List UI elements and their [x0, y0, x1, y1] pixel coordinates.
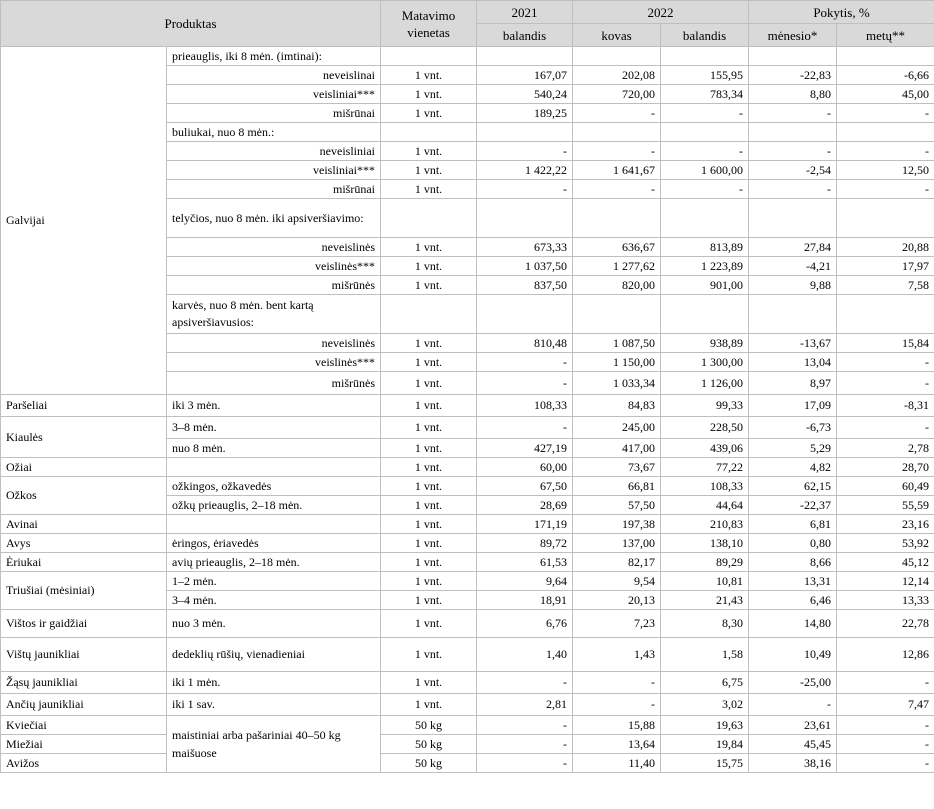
value-cell: [661, 123, 749, 142]
value-cell: 108,33: [477, 395, 573, 417]
value-cell: 245,00: [573, 417, 661, 439]
table-body: [1, 47, 934, 773]
product-name: Miežiai: [1, 735, 167, 754]
subitem-label: veislinės***: [167, 353, 381, 372]
value-cell: -: [573, 180, 661, 199]
value-cell: 8,97: [749, 372, 837, 395]
subitem-label: avių prieauglis, 2–18 mėn.: [167, 553, 381, 572]
value-cell: 1,43: [573, 638, 661, 672]
value-cell: 60,49: [837, 477, 934, 496]
unit-cell: 50 kg: [381, 754, 477, 773]
product-name: Avinai: [1, 515, 167, 534]
unit-cell: 1 vnt.: [381, 104, 477, 123]
value-cell: -: [477, 142, 573, 161]
value-cell: 6,76: [477, 610, 573, 638]
unit-cell: 1 vnt.: [381, 395, 477, 417]
table-row: [1, 610, 934, 638]
value-cell: -6,66: [837, 66, 934, 85]
value-cell: [837, 47, 934, 66]
product-name: Ožkos: [1, 477, 167, 515]
value-cell: -: [837, 716, 934, 735]
unit-cell: 1 vnt.: [381, 180, 477, 199]
value-cell: 189,25: [477, 104, 573, 123]
product-name: Vištų jaunikliai: [1, 638, 167, 672]
header-apr-2021: balandis: [477, 24, 573, 47]
product-name: Avižos: [1, 754, 167, 773]
value-cell: 9,64: [477, 572, 573, 591]
value-cell: 15,84: [837, 334, 934, 353]
value-cell: -25,00: [749, 672, 837, 694]
subgroup-label: telyčios, nuo 8 mėn. iki apsiveršiavimo:: [167, 199, 381, 238]
value-cell: -: [477, 716, 573, 735]
value-cell: 22,78: [837, 610, 934, 638]
value-cell: -: [837, 735, 934, 754]
product-name: Ančių jaunikliai: [1, 694, 167, 716]
value-cell: 15,75: [661, 754, 749, 773]
value-cell: 938,89: [661, 334, 749, 353]
value-cell: -: [477, 417, 573, 439]
value-cell: 17,97: [837, 257, 934, 276]
subitem-label: 3–8 mėn.: [167, 417, 381, 439]
value-cell: [573, 123, 661, 142]
value-cell: [749, 47, 837, 66]
value-cell: 57,50: [573, 496, 661, 515]
value-cell: -: [749, 180, 837, 199]
value-cell: 73,67: [573, 458, 661, 477]
table-row: [1, 754, 934, 773]
unit-cell: 1 vnt.: [381, 672, 477, 694]
value-cell: 837,50: [477, 276, 573, 295]
value-cell: 12,14: [837, 572, 934, 591]
value-cell: [661, 199, 749, 238]
subitem-label: mišrūnai: [167, 180, 381, 199]
unit-cell: [381, 47, 477, 66]
product-name: Avys: [1, 534, 167, 553]
value-cell: 84,83: [573, 395, 661, 417]
value-cell: -: [477, 735, 573, 754]
product-name: Kiaulės: [1, 417, 167, 458]
value-cell: 8,30: [661, 610, 749, 638]
value-cell: 1 422,22: [477, 161, 573, 180]
value-cell: 540,24: [477, 85, 573, 104]
value-cell: 44,64: [661, 496, 749, 515]
value-cell: -: [477, 353, 573, 372]
unit-cell: 1 vnt.: [381, 610, 477, 638]
value-cell: 6,46: [749, 591, 837, 610]
value-cell: 9,54: [573, 572, 661, 591]
header-month-change: mėnesio*: [749, 24, 837, 47]
value-cell: [837, 199, 934, 238]
unit-cell: 1 vnt.: [381, 553, 477, 572]
value-cell: 20,88: [837, 238, 934, 257]
table-row: [1, 458, 934, 477]
value-cell: 77,22: [661, 458, 749, 477]
unit-cell: 1 vnt.: [381, 66, 477, 85]
unit-cell: [381, 295, 477, 334]
value-cell: -4,21: [749, 257, 837, 276]
value-cell: 813,89: [661, 238, 749, 257]
value-cell: 8,80: [749, 85, 837, 104]
value-cell: 1,58: [661, 638, 749, 672]
unit-cell: 1 vnt.: [381, 439, 477, 458]
unit-cell: 1 vnt.: [381, 257, 477, 276]
table-row: [1, 395, 934, 417]
value-cell: [477, 295, 573, 334]
table-row: [1, 47, 934, 66]
value-cell: 6,75: [661, 672, 749, 694]
unit-cell: 1 vnt.: [381, 496, 477, 515]
value-cell: 45,00: [837, 85, 934, 104]
value-cell: [661, 295, 749, 334]
product-name: Triušiai (mėsiniai): [1, 572, 167, 610]
value-cell: 55,59: [837, 496, 934, 515]
subitem-label: iki 1 sav.: [167, 694, 381, 716]
value-cell: -6,73: [749, 417, 837, 439]
value-cell: 45,45: [749, 735, 837, 754]
subitem-label: ėringos, ėriavedės: [167, 534, 381, 553]
value-cell: -: [837, 372, 934, 395]
subitem-label: veisliniai***: [167, 85, 381, 104]
unit-cell: 1 vnt.: [381, 694, 477, 716]
value-cell: 19,84: [661, 735, 749, 754]
product-name: Ožiai: [1, 458, 167, 477]
product-name: Ėriukai: [1, 553, 167, 572]
value-cell: 810,48: [477, 334, 573, 353]
value-cell: [837, 295, 934, 334]
subitem-label: veisliniai***: [167, 161, 381, 180]
unit-cell: 1 vnt.: [381, 142, 477, 161]
value-cell: 60,00: [477, 458, 573, 477]
value-cell: 61,53: [477, 553, 573, 572]
value-cell: 155,95: [661, 66, 749, 85]
value-cell: [661, 47, 749, 66]
subitem-label: maistiniai arba pašariniai 40–50 kg maišuose: [167, 716, 381, 773]
value-cell: 45,12: [837, 553, 934, 572]
value-cell: 1 037,50: [477, 257, 573, 276]
value-cell: 53,92: [837, 534, 934, 553]
unit-cell: 1 vnt.: [381, 534, 477, 553]
value-cell: 7,23: [573, 610, 661, 638]
value-cell: -22,37: [749, 496, 837, 515]
value-cell: 23,16: [837, 515, 934, 534]
subitem-label: 3–4 mėn.: [167, 591, 381, 610]
value-cell: -: [837, 353, 934, 372]
value-cell: -: [573, 672, 661, 694]
value-cell: 66,81: [573, 477, 661, 496]
value-cell: -2,54: [749, 161, 837, 180]
value-cell: -: [477, 754, 573, 773]
value-cell: 17,09: [749, 395, 837, 417]
header-mar-2022: kovas: [573, 24, 661, 47]
subitem-label: neveisliniai: [167, 142, 381, 161]
value-cell: 427,19: [477, 439, 573, 458]
unit-cell: 1 vnt.: [381, 161, 477, 180]
value-cell: 18,91: [477, 591, 573, 610]
subitem-label: mišrūnai: [167, 104, 381, 123]
product-name: Galvijai: [1, 47, 167, 395]
value-cell: 636,67: [573, 238, 661, 257]
value-cell: -: [837, 754, 934, 773]
value-cell: 137,00: [573, 534, 661, 553]
value-cell: -: [477, 672, 573, 694]
value-cell: 1 033,34: [573, 372, 661, 395]
table-row: [1, 672, 934, 694]
value-cell: 7,58: [837, 276, 934, 295]
value-cell: 1 126,00: [661, 372, 749, 395]
value-cell: 14,80: [749, 610, 837, 638]
value-cell: 171,19: [477, 515, 573, 534]
value-cell: 67,50: [477, 477, 573, 496]
value-cell: 82,17: [573, 553, 661, 572]
value-cell: 99,33: [661, 395, 749, 417]
value-cell: 673,33: [477, 238, 573, 257]
value-cell: -: [837, 180, 934, 199]
value-cell: 13,64: [573, 735, 661, 754]
value-cell: [477, 199, 573, 238]
value-cell: -: [477, 180, 573, 199]
value-cell: 13,33: [837, 591, 934, 610]
value-cell: [573, 199, 661, 238]
value-cell: 11,40: [573, 754, 661, 773]
header-apr-2022: balandis: [661, 24, 749, 47]
value-cell: 12,86: [837, 638, 934, 672]
subitem-label: nuo 8 mėn.: [167, 439, 381, 458]
value-cell: 1 600,00: [661, 161, 749, 180]
table-row: [1, 417, 934, 439]
value-cell: 10,81: [661, 572, 749, 591]
unit-cell: 1 vnt.: [381, 591, 477, 610]
unit-cell: 1 vnt.: [381, 85, 477, 104]
value-cell: 19,63: [661, 716, 749, 735]
value-cell: -: [749, 142, 837, 161]
value-cell: 1 300,00: [661, 353, 749, 372]
value-cell: 13,04: [749, 353, 837, 372]
value-cell: -: [477, 372, 573, 395]
header-change: Pokytis, %: [749, 1, 934, 24]
value-cell: -: [661, 142, 749, 161]
table-row: [1, 553, 934, 572]
value-cell: 4,82: [749, 458, 837, 477]
value-cell: 5,29: [749, 439, 837, 458]
table-header: [1, 1, 934, 47]
value-cell: 820,00: [573, 276, 661, 295]
value-cell: -: [573, 104, 661, 123]
value-cell: 1 277,62: [573, 257, 661, 276]
value-cell: 89,29: [661, 553, 749, 572]
value-cell: -: [573, 142, 661, 161]
unit-cell: 1 vnt.: [381, 515, 477, 534]
value-cell: -: [661, 180, 749, 199]
value-cell: 167,07: [477, 66, 573, 85]
subitem-label: neveislinės: [167, 238, 381, 257]
unit-cell: 1 vnt.: [381, 572, 477, 591]
value-cell: 210,83: [661, 515, 749, 534]
subitem-label: iki 1 mėn.: [167, 672, 381, 694]
table-row: [1, 477, 934, 496]
subitem-label: dedeklių rūšių, vienadieniai: [167, 638, 381, 672]
value-cell: 2,78: [837, 439, 934, 458]
value-cell: 20,13: [573, 591, 661, 610]
subgroup-label: karvės, nuo 8 mėn. bent kartą apsiveršiavusios:: [167, 295, 381, 334]
value-cell: 62,15: [749, 477, 837, 496]
table-row: [1, 694, 934, 716]
value-cell: 12,50: [837, 161, 934, 180]
unit-cell: 1 vnt.: [381, 458, 477, 477]
value-cell: [477, 47, 573, 66]
value-cell: -: [837, 104, 934, 123]
value-cell: 9,88: [749, 276, 837, 295]
value-cell: 1 087,50: [573, 334, 661, 353]
value-cell: 13,31: [749, 572, 837, 591]
table-row: [1, 638, 934, 672]
subitem-label: iki 3 mėn.: [167, 395, 381, 417]
value-cell: 108,33: [661, 477, 749, 496]
table-row: [1, 515, 934, 534]
value-cell: 38,16: [749, 754, 837, 773]
value-cell: 6,81: [749, 515, 837, 534]
product-name: Vištos ir gaidžiai: [1, 610, 167, 638]
value-cell: 28,70: [837, 458, 934, 477]
value-cell: 202,08: [573, 66, 661, 85]
table-row: [1, 735, 934, 754]
value-cell: -22,83: [749, 66, 837, 85]
table-row: [1, 534, 934, 553]
value-cell: [749, 199, 837, 238]
value-cell: -: [749, 694, 837, 716]
subitem-label: ožkų prieauglis, 2–18 mėn.: [167, 496, 381, 515]
value-cell: 28,69: [477, 496, 573, 515]
unit-cell: 50 kg: [381, 716, 477, 735]
value-cell: 21,43: [661, 591, 749, 610]
header-2022: 2022: [573, 1, 749, 24]
product-name: Paršeliai: [1, 395, 167, 417]
unit-cell: 1 vnt.: [381, 238, 477, 257]
unit-cell: 1 vnt.: [381, 353, 477, 372]
unit-cell: 50 kg: [381, 735, 477, 754]
subitem-label: neveislinės: [167, 334, 381, 353]
value-cell: -8,31: [837, 395, 934, 417]
subitem-label: 1–2 mėn.: [167, 572, 381, 591]
value-cell: [477, 123, 573, 142]
unit-cell: 1 vnt.: [381, 334, 477, 353]
value-cell: -: [837, 672, 934, 694]
value-cell: -: [573, 694, 661, 716]
subitem-label: mišrūnės: [167, 372, 381, 395]
header-product: Produktas: [1, 1, 381, 47]
value-cell: 0,80: [749, 534, 837, 553]
unit-cell: 1 vnt.: [381, 417, 477, 439]
unit-cell: 1 vnt.: [381, 372, 477, 395]
unit-cell: 1 vnt.: [381, 276, 477, 295]
value-cell: 8,66: [749, 553, 837, 572]
value-cell: 417,00: [573, 439, 661, 458]
unit-cell: 1 vnt.: [381, 638, 477, 672]
value-cell: [573, 47, 661, 66]
subitem-label: nuo 3 mėn.: [167, 610, 381, 638]
value-cell: 1 223,89: [661, 257, 749, 276]
value-cell: 27,84: [749, 238, 837, 257]
value-cell: 138,10: [661, 534, 749, 553]
subitem-label: neveislinai: [167, 66, 381, 85]
value-cell: 720,00: [573, 85, 661, 104]
header-year-change: metų**: [837, 24, 934, 47]
value-cell: -: [661, 104, 749, 123]
table-row: [1, 572, 934, 591]
value-cell: -: [837, 142, 934, 161]
value-cell: [573, 295, 661, 334]
product-name: Žąsų jaunikliai: [1, 672, 167, 694]
subgroup-label: prieauglis, iki 8 mėn. (imtinai):: [167, 47, 381, 66]
value-cell: 23,61: [749, 716, 837, 735]
unit-cell: [381, 123, 477, 142]
unit-cell: 1 vnt.: [381, 477, 477, 496]
subitem-label: [167, 458, 381, 477]
value-cell: 783,34: [661, 85, 749, 104]
value-cell: 2,81: [477, 694, 573, 716]
value-cell: [837, 123, 934, 142]
value-cell: -: [837, 417, 934, 439]
value-cell: 10,49: [749, 638, 837, 672]
subitem-label: mišrūnės: [167, 276, 381, 295]
subitem-label: ožkingos, ožkavedės: [167, 477, 381, 496]
product-name: Kviečiai: [1, 716, 167, 735]
value-cell: 1,40: [477, 638, 573, 672]
value-cell: 228,50: [661, 417, 749, 439]
value-cell: 439,06: [661, 439, 749, 458]
unit-cell: [381, 199, 477, 238]
subgroup-label: buliukai, nuo 8 mėn.:: [167, 123, 381, 142]
value-cell: 3,02: [661, 694, 749, 716]
value-cell: -13,67: [749, 334, 837, 353]
header-2021: 2021: [477, 1, 573, 24]
header-unit: Matavimo vienetas: [381, 1, 477, 47]
value-cell: -: [749, 104, 837, 123]
value-cell: [749, 295, 837, 334]
value-cell: 15,88: [573, 716, 661, 735]
value-cell: 89,72: [477, 534, 573, 553]
value-cell: 901,00: [661, 276, 749, 295]
value-cell: [749, 123, 837, 142]
value-cell: 7,47: [837, 694, 934, 716]
subitem-label: [167, 515, 381, 534]
value-cell: 197,38: [573, 515, 661, 534]
value-cell: 1 641,67: [573, 161, 661, 180]
subitem-label: veislinės***: [167, 257, 381, 276]
value-cell: 1 150,00: [573, 353, 661, 372]
table-row: [1, 716, 934, 735]
